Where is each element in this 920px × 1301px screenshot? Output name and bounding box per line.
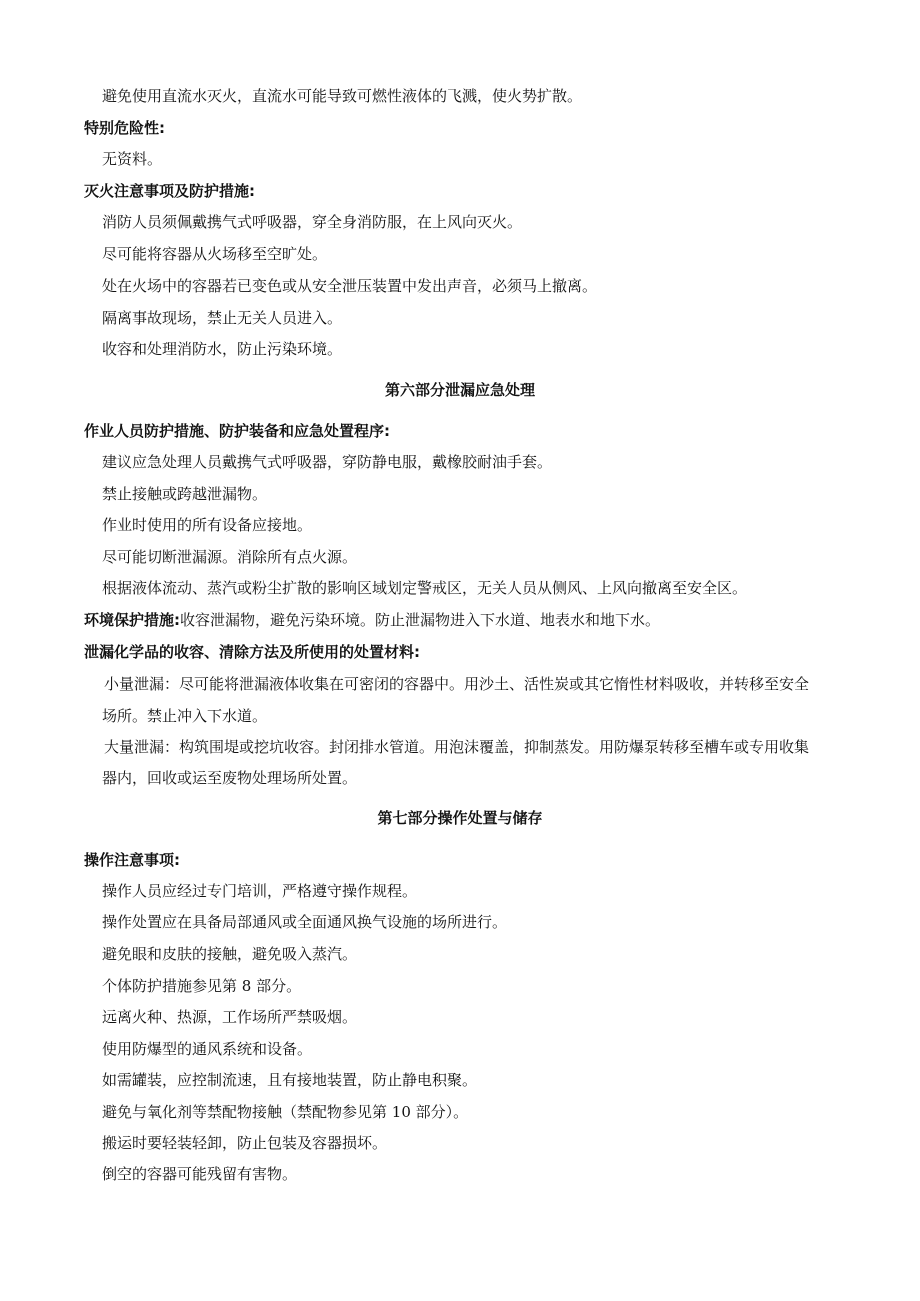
personnel-item: 作业时使用的所有设备应接地。 (102, 516, 313, 534)
firefighting-item: 消防人员须佩戴携气式呼吸器，穿全身消防服，在上风向灭火。 (102, 213, 523, 231)
firefighting-item: 处在火场中的容器若已变色或从安全泄压装置中发出声音，必须马上撤离。 (102, 277, 598, 295)
firefighting-item: 收容和处理消防水，防止污染环境。 (102, 340, 343, 358)
firefighting-label: 灭火注意事项及防护措施: (84, 182, 255, 200)
handling-item: 搬运时要轻装轻卸，防止包装及容器损坏。 (102, 1134, 388, 1152)
special-hazard-text: 无资料。 (102, 150, 163, 168)
firefighting-item: 隔离事故现场，禁止无关人员进入。 (102, 309, 343, 327)
handling-label: 操作注意事项: (84, 851, 180, 869)
handling-item: 如需罐装，应控制流速，且有接地装置，防止静电积聚。 (102, 1071, 478, 1089)
firefighting-item: 尽可能将容器从火场移至空旷处。 (102, 245, 328, 263)
handling-item: 操作处置应在具备局部通风或全面通风换气设施的场所进行。 (102, 913, 508, 931)
personnel-item: 建议应急处理人员戴携气式呼吸器，穿防静电服，戴橡胶耐油手套。 (102, 453, 553, 471)
large-spill-line: 器内，回收或运至废物处理场所处置。 (102, 769, 358, 787)
cleanup-label: 泄漏化学品的收容、清除方法及所使用的处置材料: (84, 643, 421, 661)
handling-item: 倒空的容器可能残留有害物。 (102, 1165, 298, 1183)
handling-item: 个体防护措施参见第 8 部分。 (102, 977, 302, 995)
small-spill-line: 场所。禁止冲入下水道。 (102, 707, 268, 725)
personnel-item: 根据液体流动、蒸汽或粉尘扩散的影响区域划定警戒区，无关人员从侧风、上风向撤离至安全区。 (102, 579, 748, 597)
small-spill-line: 小量泄漏：尽可能将泄漏液体收集在可密闭的容器中。用沙土、活性炭或其它惰性材料吸收，并转移至安全 (104, 675, 810, 693)
personnel-item: 尽可能切断泄漏源。消除所有点火源。 (102, 548, 358, 566)
section-6-title: 第六部分泄漏应急处理 (384, 381, 535, 399)
handling-item: 避免与氧化剂等禁配物接触（禁配物参见第 10 部分）。 (102, 1103, 469, 1121)
personnel-item: 禁止接触或跨越泄漏物。 (102, 485, 268, 503)
handling-item: 远离火种、热源，工作场所严禁吸烟。 (102, 1008, 358, 1026)
environment-text: 收容泄漏物，避免污染环境。防止泄漏物进入下水道、地表水和地下水。 (180, 611, 661, 629)
handling-item: 避免眼和皮肤的接触，避免吸入蒸汽。 (102, 945, 358, 963)
handling-item: 使用防爆型的通风系统和设备。 (102, 1040, 313, 1058)
large-spill-line: 大量泄漏：构筑围堤或挖坑收容。封闭排水管道。用泡沫覆盖，抑制蒸发。用防爆泵转移至槽车或专用收集 (104, 738, 810, 756)
environment-label: 环境保护措施: (84, 611, 180, 629)
handling-item: 操作人员应经过专门培训，严格遵守操作规程。 (102, 882, 418, 900)
section-7-title: 第七部分操作处置与储存 (377, 809, 543, 827)
personnel-protection-label: 作业人员防护措施、防护装备和应急处置程序: (84, 422, 391, 440)
environment-paragraph (84, 610, 660, 630)
special-hazard-label: 特别危险性: (84, 119, 165, 137)
paragraph-line: 避免使用直流水灭火，直流水可能导致可燃性液体的飞溅，使火势扩散。 (102, 87, 583, 105)
